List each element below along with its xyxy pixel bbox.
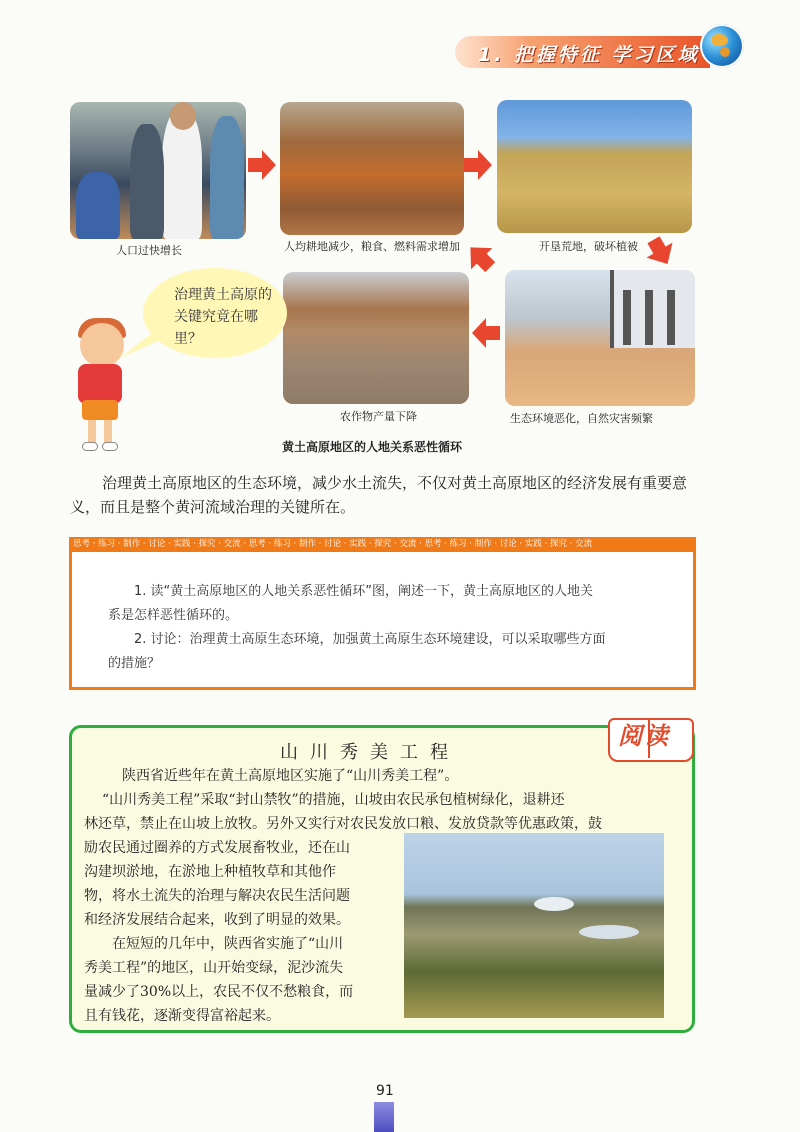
cartoon-boy-shoe xyxy=(82,442,98,451)
chapter-title: 1. 把握特征 学习区域 xyxy=(478,44,700,66)
reading-line: 和经济发展结合起来，收到了明显的效果。 xyxy=(84,912,350,928)
activity-line: 系是怎样恶性循环的。 xyxy=(108,608,239,623)
cartoon-boy-leg xyxy=(104,420,112,444)
reading-line: 林还草，禁止在山坡上放牧。另外又实行对农民发放口粮、发放贷款等优惠政策，鼓 xyxy=(84,816,602,832)
page-marker-bar xyxy=(374,1102,394,1132)
photo-population xyxy=(70,102,246,239)
cartoon-boy-leg xyxy=(88,420,96,444)
cartoon-boy-face xyxy=(80,323,124,367)
reading-line: 在短短的几年中，陕西省实施了“山川 xyxy=(112,936,344,952)
reading-line: 陕西省近些年在黄土高原地区实施了“山川秀美工程”。 xyxy=(122,768,459,784)
activity-line: 2. 讨论：治理黄土高原生态环境，加强黄土高原生态环境建设，可以采取哪些方面 xyxy=(134,632,606,647)
bubble-tail xyxy=(120,330,160,360)
caption-crop: 农作物产量下降 xyxy=(340,410,417,423)
reading-line: 且有钱花，逐渐变得富裕起来。 xyxy=(84,1008,280,1024)
photo-environment xyxy=(505,270,695,406)
reading-line: 沟建坝淤地，在淤地上种植牧草和其他作 xyxy=(84,864,336,880)
reading-badge-label: 阅读 xyxy=(618,721,670,750)
activity-header-strip: 思考 · 练习 · 制作 · 讨论 · 实践 · 探究 · 交流 · 思考 · 练习 · 制作 · 讨论 · 实践 · 探究 · 交流 · 思考 · 练习 · 制作 · 讨论 · 实践 · 探究 · 交流 xyxy=(69,537,696,552)
globe-icon xyxy=(700,24,744,68)
photo-valley xyxy=(404,833,664,1018)
caption-reclaim: 开垦荒地，破坏植被 xyxy=(539,240,638,253)
caption-environment: 生态环境恶化，自然灾害频繁 xyxy=(510,412,653,425)
figure-caption: 黄土高原地区的人地关系恶性循环 xyxy=(282,440,463,454)
reading-line: 励农民通过圈养的方式发展畜牧业，还在山 xyxy=(84,840,350,856)
reading-line: 物，将水土流失的治理与解决农民生活问题 xyxy=(84,888,350,904)
bubble-text: 治理黄土高原的关键究竟在哪里？ xyxy=(174,287,272,347)
caption-farmland: 人均耕地减少，粮食、燃料需求增加 xyxy=(284,240,460,253)
cartoon-boy-shoe xyxy=(102,442,118,451)
activity-line: 1. 读“黄土高原地区的人地关系恶性循环”图，阐述一下，黄土高原地区的人地关 xyxy=(134,584,594,599)
photo-crop xyxy=(283,272,469,404)
cartoon-boy-shirt xyxy=(78,364,122,404)
arrow-right-icon xyxy=(462,150,494,180)
activity-line: 的措施？ xyxy=(108,656,161,671)
reading-line: “山川秀美工程”采取“封山禁牧”的措施，山坡由农民承包植树绿化，退耕还 xyxy=(102,792,565,808)
photo-farmland xyxy=(280,102,464,235)
page-number: 91 xyxy=(376,1083,394,1099)
arrow-right-icon xyxy=(246,150,278,180)
caption-population: 人口过快增长 xyxy=(116,244,182,257)
reading-line: 秀美工程”的地区，山开始变绿，泥沙流失 xyxy=(84,960,344,976)
arrow-left-icon xyxy=(470,318,502,348)
cartoon-boy-shorts xyxy=(82,400,118,420)
reading-line: 量减少了30%以上，农民不仅不愁粮食，而 xyxy=(84,984,354,1000)
photo-reclaim xyxy=(497,100,692,233)
reading-title: 山川秀美工程 xyxy=(280,742,460,763)
body-paragraph: 治理黄土高原地区的生态环境，减少水土流失，不仅对黄土高原地区的经济发展有重要意义，而且是整个黄河流域治理的关键所在。 xyxy=(70,474,688,516)
arrow-down-icon xyxy=(645,236,675,266)
arrow-up-icon xyxy=(466,243,496,273)
